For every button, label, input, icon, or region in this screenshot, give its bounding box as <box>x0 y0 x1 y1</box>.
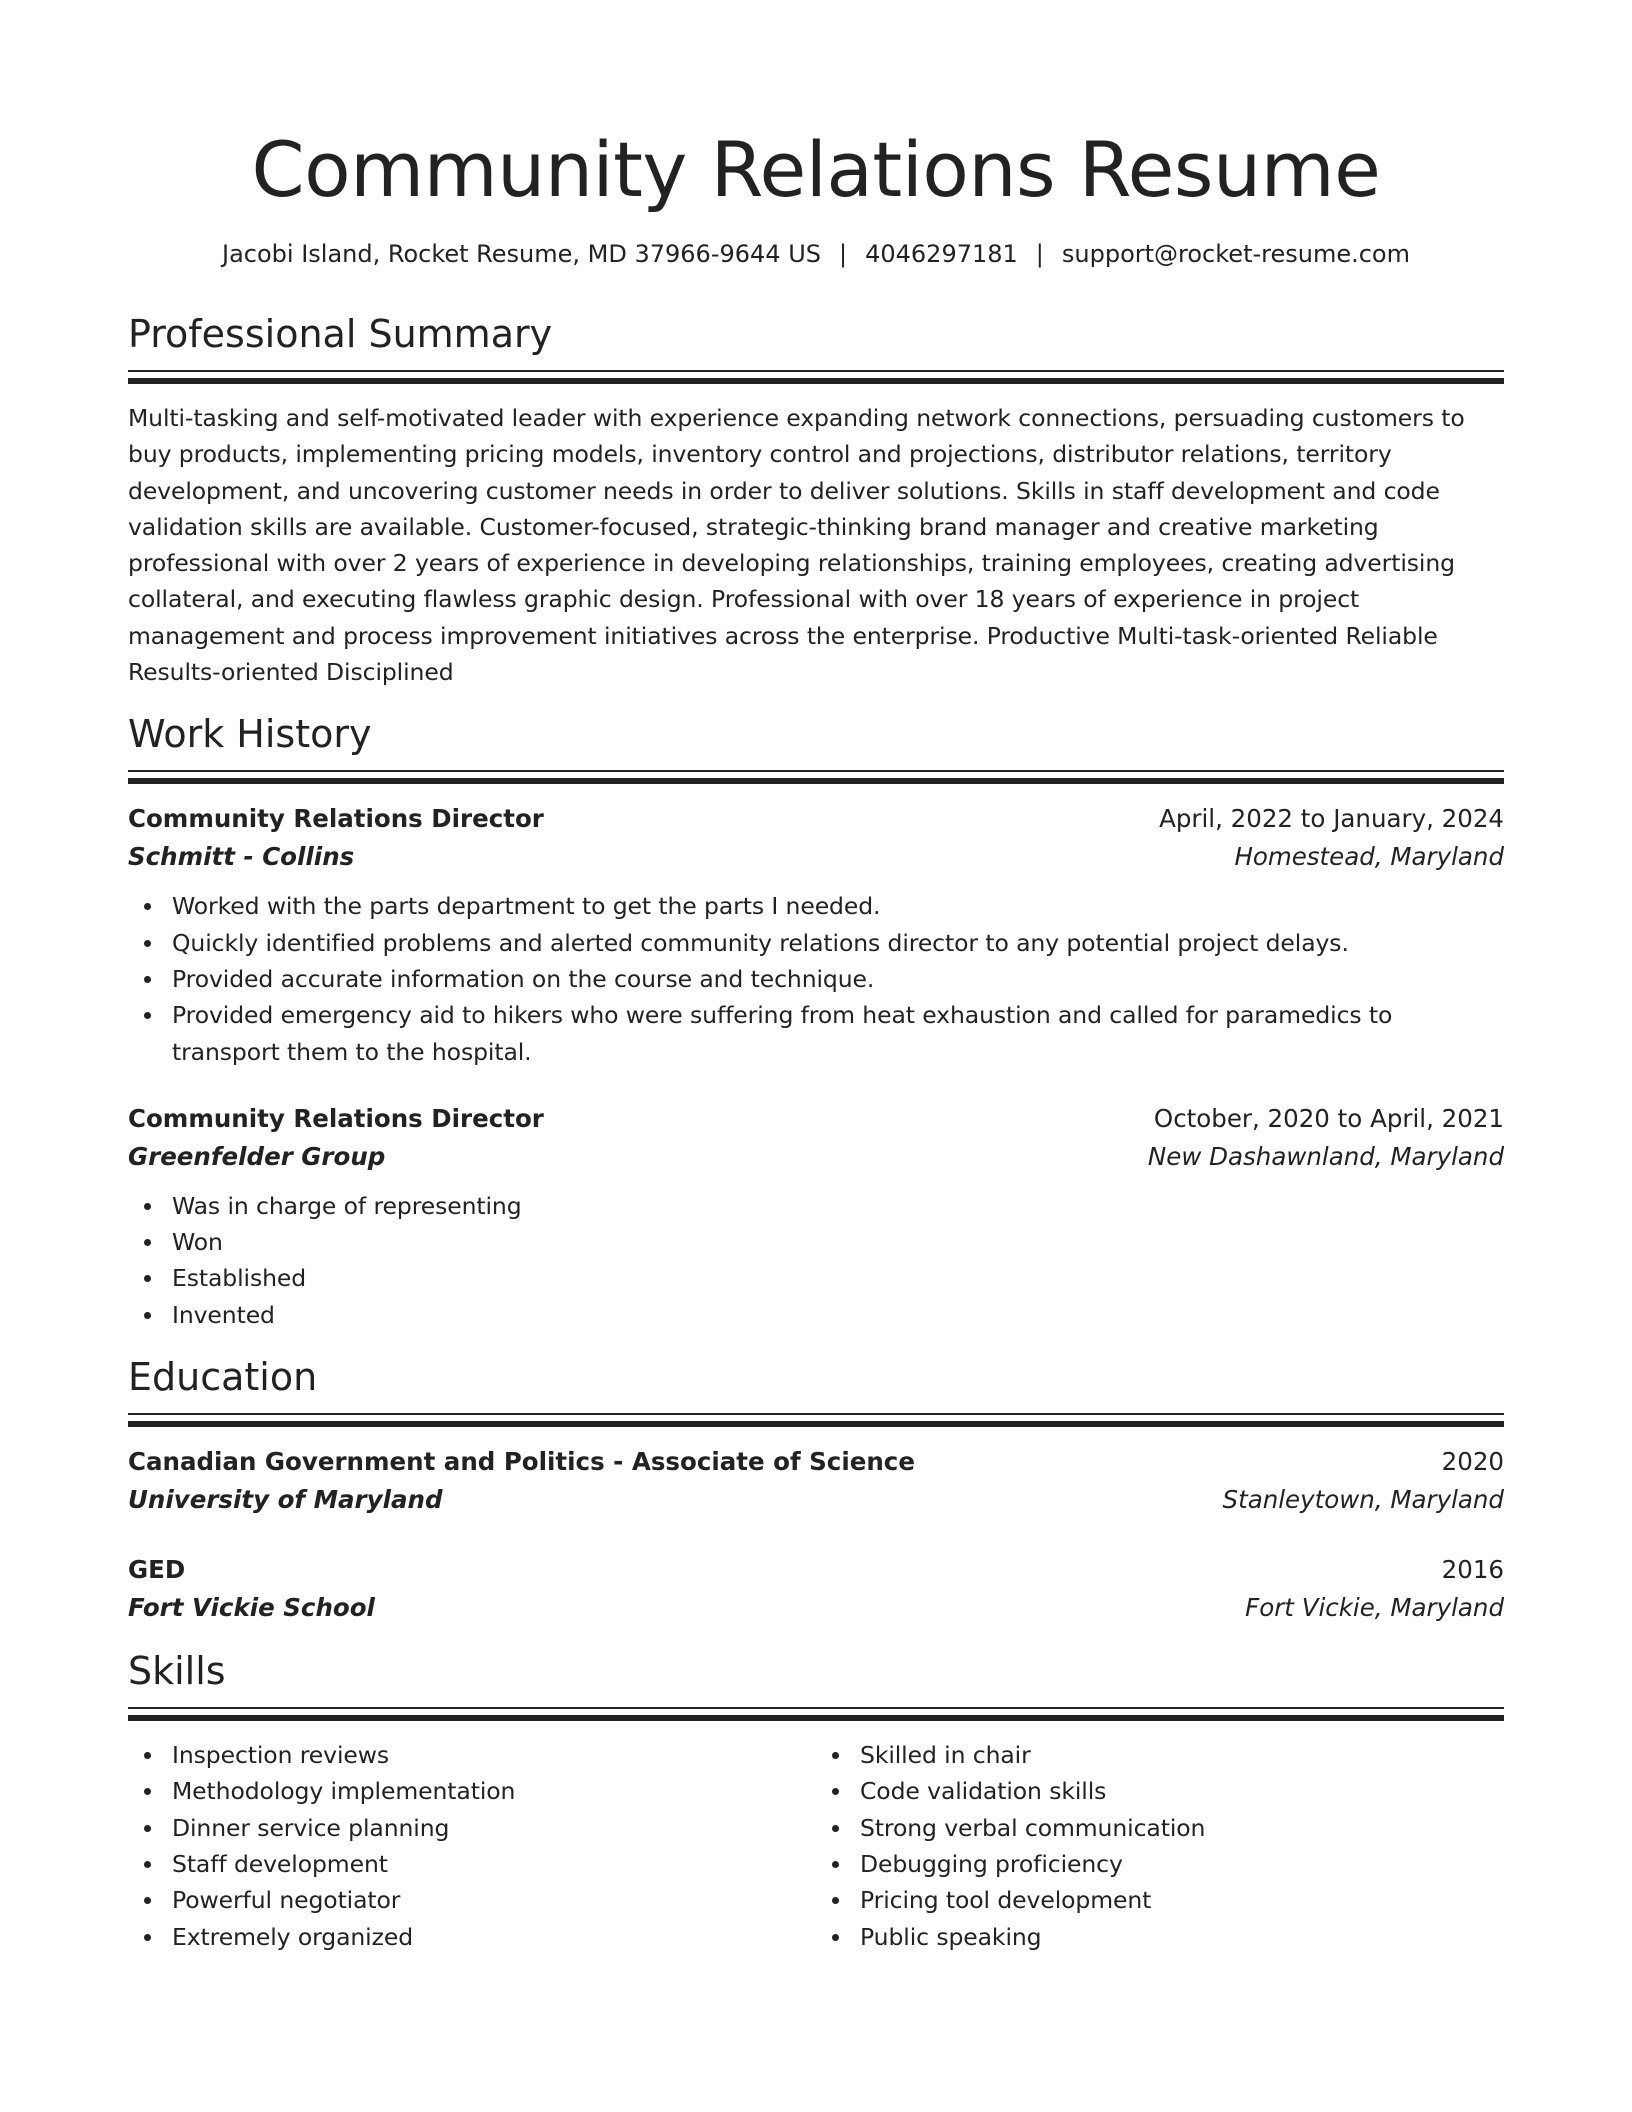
section-divider <box>128 1707 1504 1721</box>
contact-email: support@rocket-resume.com <box>1061 240 1410 268</box>
list-item: Established <box>128 1260 1504 1296</box>
skill-item: Methodology implementation <box>128 1773 816 1809</box>
section-divider <box>128 370 1504 384</box>
job-entry <box>128 800 1504 1069</box>
resume-title: Community Relations Resume <box>251 125 1381 214</box>
skill-item: Debugging proficiency <box>816 1846 1504 1882</box>
job-location: Homestead, Maryland <box>1234 842 1504 872</box>
education-school-row <box>128 1589 1504 1627</box>
job-company-row <box>128 838 1504 876</box>
education-school: University of Maryland <box>128 1485 443 1515</box>
summary-text: Multi-tasking and self-motivated leader with experience expanding network connections, persuading customers to buy products, implementing pricing models, inventory control and projections, distributor relations, territory development, and uncovering customer needs in order to deliver solutions. Skills in staff development and code validation skills are available. Customer-focused, strategic-thinking brand manager and creative marketing professional with over 2 years of experience in developing relationships, training employees, creating advertising collateral, and executing flawless graphic design. Professional with over 18 years of experience in project management and process improvement initiatives across the enterprise. Productive Multi-task-oriented Reliable Results-oriented Disciplined <box>128 404 1465 687</box>
education-school: Fort Vickie School <box>128 1593 375 1623</box>
job-company-row <box>128 1138 1504 1176</box>
education-section <box>128 1353 1504 1627</box>
education-header-row <box>128 1443 1504 1481</box>
section-title-skills: Skills <box>128 1649 226 1694</box>
job-entry <box>128 1100 1504 1333</box>
skills-column-left <box>128 1737 816 1955</box>
skills-grid <box>128 1737 1504 1955</box>
skill-item: Inspection reviews <box>128 1737 816 1773</box>
job-header-row <box>128 1100 1504 1138</box>
section-divider <box>128 1413 1504 1427</box>
skill-item: Strong verbal communication <box>816 1810 1504 1846</box>
skills-list <box>128 1737 816 1955</box>
education-entry <box>128 1551 1504 1627</box>
education-location: Fort Vickie, Maryland <box>1245 1593 1504 1623</box>
job-bullets <box>128 1188 1504 1333</box>
job-header-row <box>128 800 1504 838</box>
education-degree: Canadian Government and Politics - Associate of Science <box>128 1447 915 1477</box>
list-item: Invented <box>128 1297 1504 1333</box>
section-title-work-history: Work History <box>128 712 372 757</box>
skills-list <box>816 1737 1504 1955</box>
contact-phone: 4046297181 <box>865 240 1018 268</box>
summary-section <box>128 310 1504 690</box>
skill-item: Code validation skills <box>816 1773 1504 1809</box>
skills-column-right <box>816 1737 1504 1955</box>
skill-item: Dinner service planning <box>128 1810 816 1846</box>
list-item: Won <box>128 1224 1504 1260</box>
education-degree: GED <box>128 1555 186 1585</box>
contact-line <box>128 238 1504 270</box>
section-title-summary: Professional Summary <box>128 312 553 356</box>
education-location: Stanleytown, Maryland <box>1222 1485 1504 1515</box>
contact-separator: | <box>1035 240 1044 268</box>
job-position: Community Relations Director <box>128 804 544 834</box>
job-dates: October, 2020 to April, 2021 <box>1153 1103 1504 1133</box>
education-year: 2020 <box>1441 1447 1504 1477</box>
skill-item: Pricing tool development <box>816 1882 1504 1918</box>
section-title-education: Education <box>128 1355 318 1400</box>
list-item: Quickly identified problems and alerted community relations director to any potential project delays. <box>128 925 1504 961</box>
job-bullets <box>128 888 1504 1069</box>
education-school-row <box>128 1481 1504 1519</box>
job-dates: April, 2022 to January, 2024 <box>1159 804 1504 834</box>
skill-item: Staff development <box>128 1846 816 1882</box>
section-divider <box>128 770 1504 784</box>
list-item: Provided accurate information on the course and technique. <box>128 961 1504 997</box>
list-item: Was in charge of representing <box>128 1188 1504 1224</box>
education-entry <box>128 1443 1504 1519</box>
contact-address: Jacobi Island, Rocket Resume, MD 37966-9644 US <box>222 240 821 268</box>
skill-item: Powerful negotiator <box>128 1882 816 1918</box>
list-item: Worked with the parts department to get the parts I needed. <box>128 888 1504 924</box>
job-company: Greenfelder Group <box>128 1141 386 1171</box>
skill-item: Skilled in chair <box>816 1737 1504 1773</box>
job-company: Schmitt - Collins <box>128 842 355 872</box>
job-position: Community Relations Director <box>128 1103 544 1133</box>
skills-section <box>128 1647 1504 1955</box>
contact-separator: | <box>839 240 848 268</box>
education-header-row <box>128 1551 1504 1589</box>
list-item: Provided emergency aid to hikers who were suffering from heat exhaustion and called for paramedics to transport them to the hospital. <box>128 997 1504 1070</box>
job-location: New Dashawnland, Maryland <box>1147 1141 1504 1171</box>
work-history-section <box>128 710 1504 1333</box>
education-year: 2016 <box>1441 1555 1504 1585</box>
skill-item: Public speaking <box>816 1919 1504 1955</box>
skill-item: Extremely organized <box>128 1919 816 1955</box>
